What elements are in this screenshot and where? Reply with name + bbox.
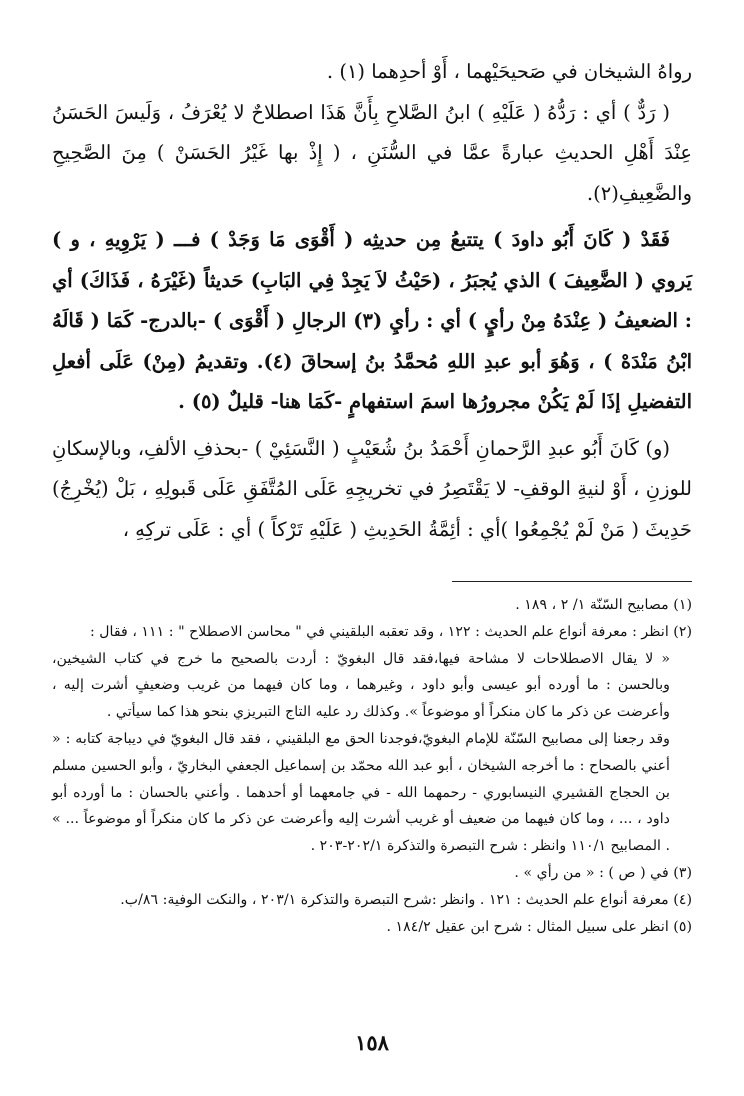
paragraph-1: رواهُ الشيخان في صَحيحَيْهما ، أَوْ أحدِهما (١) . — [326, 60, 692, 83]
paragraph-3: فَقَدْ ( كَانَ أَبُو داودَ ) يتتبعُ مِن حديثِه ( أَقْوَى مَا وَجَدْ ) فـــ ( يَرْوِيهِ ، و ) يَروي ( الضَّعِيفَ ) الذي يُجبَرُ ، (حَيْثُ لاَ يَجِدْ فِي البَابِ) حَديثاً (غَيْرَهُ ، فَذَاكَ) أي : الضعيفُ ( عِنْدَهُ مِنْ رأيٍ ) أي : رأيِ (٣) الرجالِ ( أَقْوَى ) -بالدرج- كَمَا ( قَالَهُ ابْنُ مَنْدَهْ ) ، وَهُوَ أبو عبدِ اللهِ مُحمَّدُ بنُ إسحاقَ (٤). وتقديمُ (مِنْ) عَلَى أفعلِ التفضيلِ إذَا لَمْ يَكُنْ مجرورُها اسمَ استفهامٍ -كَمَا هنا- قليلٌ (٥) . — [52, 228, 692, 413]
page-number: ١٥٨ — [355, 1030, 389, 1055]
footnote-1: (١) مصابيح السّنّة ١/ ٢ ، ١٨٩ . — [515, 597, 692, 613]
paragraph-2: ( رَدٌّ ) أي : رَدُّهُ ( عَلَيْهِ ) ابنُ الصَّلاحِ بِأَنَّ هَذَا اصطلاحٌ لا يُعْرَفُ ، وَلَيسَ الحَسَنُ عِنْدَ أَهْلِ الحديثِ عبارةً عمَّا في السُّنَنِ ، ( إِذْ بها غَيْرُ الحَسَنْ ) مِنَ الصَّحِيحِ والضَّعِيفِ(٢). — [52, 100, 692, 205]
footnote-4: (٤) معرفة أنواع علم الحديث : ١٢١ . وانظر :شرح التبصرة والتذكرة ٢٠٣/١ ، والنكت الوفية: ٨٦/ب. — [120, 891, 692, 908]
footnote-5: (٥) انظر على سبيل المثال : شرح ابن عقيل ١٨٤/٢ . — [386, 918, 692, 935]
footnote-separator — [452, 581, 692, 582]
footnote-2-continuation: وقد رجعنا إلى مصابيح السّنّة للإمام البغويّ،فوجدنا الحق مع البلقيني ، فقد قال البغويّ في ديباجة كتابه : « أعني بالصحاح : ما أخرجه الشيخان ، أبو عبد الله محمّد بن إسماعيل الجعفي البخاريّ ، وأبو الحسين مسلم بن الحجاج القشيري النيسابوري - رحمهما الله - في جامعهما أو أحدهما . وأعني بالحسان : ما أورده أبو داود ، ... ، وما كان فيهما من ضعيف أو غريب أشرت إليه وأعرضت عن ذكر ما كان منكراً أو موضوعاً ... » . المصابيح ١١٠/١ وانظر : شرح التبصرة والتذكرة ٢٠٢/١-٢٠٣ . — [52, 730, 670, 855]
footnote-2: (٢) انظر : معرفة أنواع علم الحديث : ١٢٢ ، وقد تعقبه البلقيني في " محاسن الاصطلاح " : ١١١ ، فقال : — [89, 623, 692, 640]
footnote-3: (٣) في ( ص ) : « من رأي » . — [514, 864, 692, 881]
paragraph-4: (و) كَانَ أَبُو عبدِ الرَّحمانِ أَحْمَدُ بنُ شُعَيْبٍ ( النَّسَئِيْ ) -بحذفِ الألفِ، وبالإسكانِ للوزنِ ، أَوْ لنيةِ الوقفِ- لا يَقْتَصِرُ في تخريجِهِ عَلَى المُتَّفَقِ عَلَى قَبولِهِ ، بَلْ (يُخْرِجُ) حَدِيثَ ( مَنْ لَمْ يُجْمِعُوا )أي : أئِمَّةُ الحَدِيثِ ( عَلَيْهِ تَرْكاً ) أي : عَلَى تركِهِ ، — [52, 436, 692, 541]
main-text — [52, 52, 692, 550]
footnote-2-quote: « لا يقال الاصطلاحات لا مشاحة فيها،فقد قال البغويّ : أردت بالصحيح ما خرج في كتاب الشيخين، وبالحسن : ما أورده أبو عيسى وأبو داود ، وغيرهما ، وما كان فيهما من غريب وضعيفٍ أشرت إليه ، وأعرضت عن ذكر ما كان منكراً أو موضوعاً ». وكذلك رد عليه التاج التبريزي بنحو هذا كما سيأتي . — [52, 650, 670, 721]
footnotes — [52, 592, 692, 940]
